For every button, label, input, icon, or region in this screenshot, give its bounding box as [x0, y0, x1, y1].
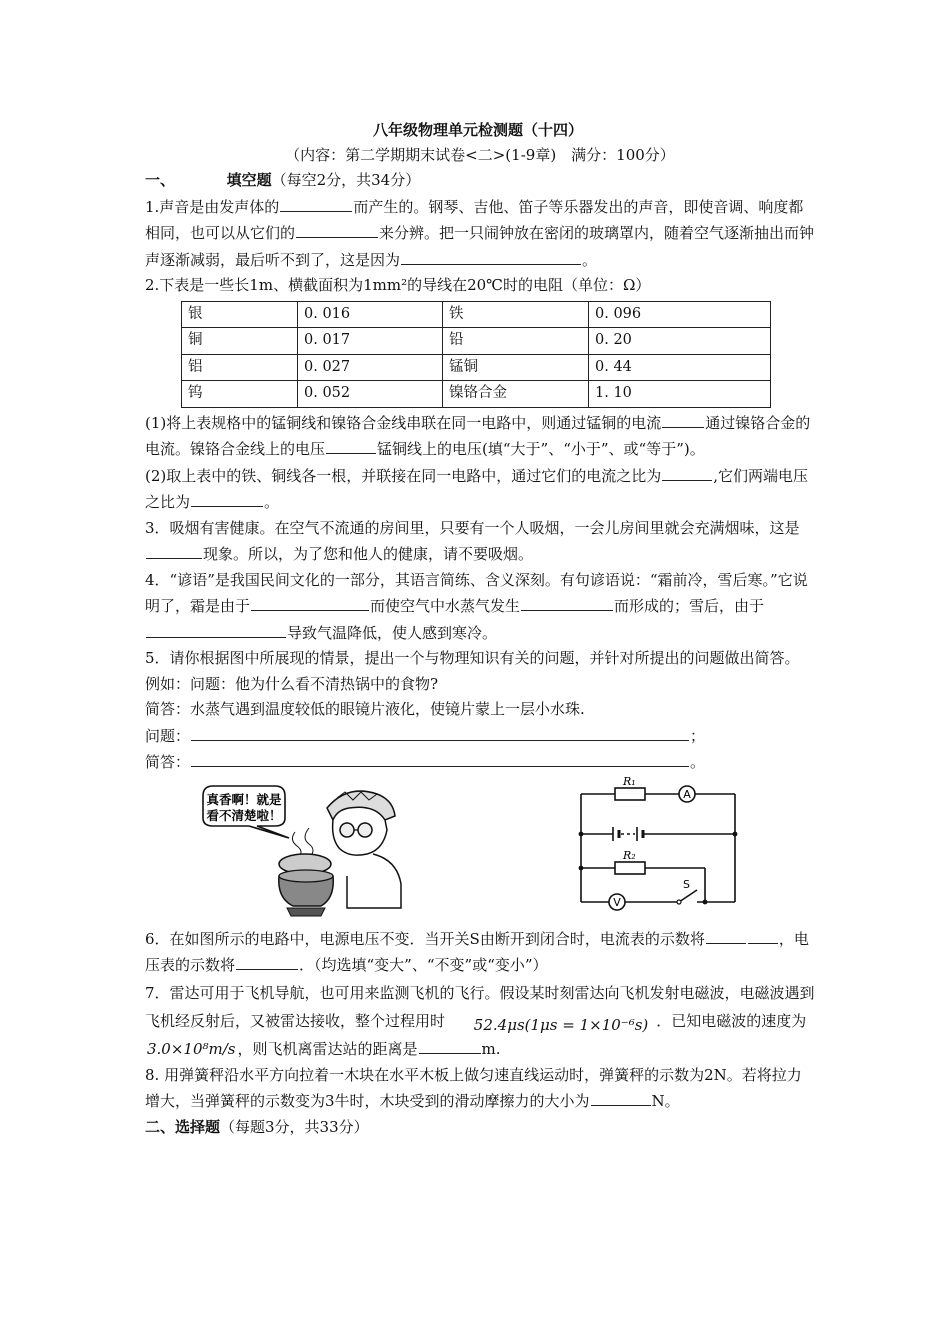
q2-p2-text-c: 。 — [264, 493, 280, 511]
exam-page — [145, 118, 815, 1140]
q6-blank-2[interactable] — [236, 952, 298, 970]
table-row — [182, 301, 771, 328]
q1-text-c: 来分辨。把一只闹钟放在密闭的玻璃罩内，随着空气逐渐抽出而钟声逐渐减弱，最后听不到了，这是因为 — [145, 224, 815, 269]
table-cell: 铁 — [443, 301, 589, 328]
body-icon — [347, 854, 401, 908]
q2-part-2 — [145, 463, 815, 516]
junction-dot — [579, 831, 584, 836]
switch-contact — [677, 900, 681, 904]
q5-question-end: ； — [690, 726, 706, 745]
section-2-heading — [145, 1115, 815, 1141]
section-1-heading — [145, 168, 815, 194]
table-row — [182, 381, 771, 408]
question-4 — [145, 568, 815, 647]
q5-answer-line — [145, 749, 815, 776]
bubble-text-line-1: 真香啊！就是 — [206, 791, 282, 807]
q6-text-c: ．（均选填“变大”、“不变”或“变小”） — [299, 956, 548, 974]
q4-blank-2[interactable] — [521, 593, 613, 611]
q2-p2-text-a: (2)取上表中的铁、铜线各一根，并联接在同一电路中，通过它们的电流之比为 — [145, 466, 662, 485]
q4-text-b: 而使空气中水蒸气发生 — [370, 597, 521, 615]
voltmeter-label: V — [613, 895, 621, 909]
table-cell: 0. 20 — [589, 328, 771, 355]
q5-question-label: 问题： — [145, 726, 191, 745]
cartoon-figure — [197, 780, 417, 920]
q2-p1-text-b: 通过镍铬合金的电流。镍铬合金线上的电压 — [145, 413, 811, 458]
q2-p1-text-c: 锰铜线上的电压(填“大于”、“小于”、或“等于”)。 — [377, 440, 705, 458]
q6-blank-1-cont[interactable] — [748, 926, 778, 944]
table-cell: 铜 — [182, 328, 298, 355]
table-cell: 锰铜 — [443, 354, 589, 381]
figures-row — [145, 776, 815, 926]
q3-text-a: 3．吸烟有害健康。在空气不流通的房间里，只要有一个人吸烟，一会儿房间里就会充满烟味，这是 — [145, 518, 800, 537]
table-cell: 0. 44 — [589, 354, 771, 381]
q5-example-question: 例如：问题：他为什么看不清热锅中的食物? — [145, 674, 439, 693]
q2-blank-3[interactable] — [662, 463, 712, 481]
q4-text-d: 导致气温降低，使人感到寒冷。 — [287, 623, 498, 642]
resistor-r1 — [615, 788, 645, 800]
question-8 — [145, 1063, 815, 1115]
q2-blank-2[interactable] — [326, 436, 376, 454]
table-row — [182, 354, 771, 381]
section-1-title: 填空题 — [226, 171, 272, 189]
q2-intro: 2.下表是一些长1m、横截面积为1mm²的导线在20℃时的电阻（单位：Ω） — [145, 276, 651, 294]
q5-answer-label: 简答： — [145, 753, 191, 771]
q7-blank[interactable] — [419, 1036, 481, 1054]
table-cell: 0. 016 — [298, 301, 443, 328]
q5-answer-end: 。 — [690, 753, 706, 771]
table-row — [182, 328, 771, 355]
q5-question-blank[interactable] — [191, 723, 689, 741]
q7-text-a: 7．雷达可用于飞机导航，也可用来监测飞机的飞行。假设某时刻雷达向飞机发射电磁波，电磁波遇到飞机经反射后，又被雷达接收，整个过程用时 — [145, 983, 815, 1030]
question-3 — [145, 516, 815, 568]
circuit-diagram — [573, 776, 743, 916]
glasses-lens — [358, 823, 372, 837]
q2-blank-4[interactable] — [191, 489, 263, 507]
question-5: 5．请你根据图中所展现的情景，提出一个与物理知识有关的问题，并针对所提出的问题做出简答。 — [145, 649, 800, 667]
junction-dot — [733, 831, 738, 836]
question-6 — [145, 926, 815, 979]
q8-text-b: N。 — [651, 1092, 680, 1110]
q5-question-line — [145, 723, 815, 750]
q1-text-b: 而产生的。钢琴、吉他、笛子等乐器发出的声音，即使音调、响度都相同，也可以从它们的 — [145, 197, 804, 242]
q6-text-b: ，电压表的示数将 — [145, 929, 809, 974]
section-2-title: 二、选择题 — [145, 1117, 221, 1136]
table-cell: 0. 017 — [298, 328, 443, 355]
q7-text-d: m. — [481, 1039, 501, 1058]
switch-s — [679, 890, 697, 902]
table-cell: 银 — [182, 301, 298, 328]
table-cell: 铝 — [182, 354, 298, 381]
r2-label: R₂ — [623, 848, 636, 862]
q6-text-a: 6．在如图所示的电路中，电源电压不变．当开关S由断开到闭合时，电流表的示数将 — [145, 929, 705, 948]
r1-label: R₁ — [623, 775, 636, 788]
q3-text-b: 现象。所以，为了您和他人的健康，请不要吸烟。 — [203, 545, 534, 563]
q5-example-answer: 简答：水蒸气遇到温度较低的眼镜片液化，使镜片蒙上一层小水珠. — [145, 700, 585, 718]
table-cell: 钨 — [182, 381, 298, 408]
q2-p1-text-a: (1)将上表规格中的锰铜线和镍铬合金线串联在同一电路中，则通过锰铜的电流 — [145, 413, 662, 432]
table-cell: 1. 10 — [589, 381, 771, 408]
q6-blank-1[interactable] — [706, 926, 746, 944]
question-7 — [145, 979, 815, 1063]
section-2-note: （每题3分，共33分） — [220, 1117, 369, 1136]
q2-p2-text-b: ,它们两端电压之比为 — [145, 466, 809, 511]
q1-blank-1[interactable] — [280, 194, 352, 212]
table-cell: 铅 — [443, 328, 589, 355]
stove-icon — [287, 908, 325, 916]
q5-answer-blank[interactable] — [191, 749, 689, 767]
resistance-table — [181, 301, 771, 408]
q1-text-a: 1.声音是由发声体的 — [145, 197, 280, 216]
q4-blank-3[interactable] — [146, 620, 286, 638]
q2-blank-1[interactable] — [662, 410, 704, 428]
q7-text-b: ．已知电磁波的速度为 — [656, 1011, 807, 1030]
q1-blank-2[interactable] — [296, 220, 378, 238]
q7-text-c: ，则飞机离雷达站的距离是 — [237, 1039, 418, 1058]
q2-part-1 — [145, 410, 815, 463]
junction-dot — [703, 899, 708, 904]
q4-blank-1[interactable] — [251, 593, 369, 611]
q3-blank[interactable] — [146, 541, 202, 559]
junction-dot — [579, 865, 584, 870]
table-cell: 0. 096 — [589, 301, 771, 328]
table-cell: 镍铬合金 — [443, 381, 589, 408]
q7-speed-formula: 3.0×10⁸m/s — [147, 1039, 236, 1058]
q7-time-formula: 52.4μs(1μs = 1×10⁻⁶s) — [473, 1015, 649, 1034]
page-subtitle: （内容：第二学期期末试卷<二>(1-9章) 满分：100分） — [285, 145, 675, 164]
q4-text-a: 4．“谚语”是我国民间文化的一部分，其语言简练、含义深刻。有句谚语说：“霜前冷，雪后寒。”它说明了，霜是由于 — [145, 570, 808, 615]
q1-text-d: 。 — [582, 250, 598, 269]
table-cell: 0. 027 — [298, 354, 443, 381]
q8-blank[interactable] — [591, 1088, 651, 1106]
resistor-r2 — [615, 862, 645, 874]
switch-label: S — [683, 877, 690, 891]
question-1 — [145, 194, 815, 274]
glasses-icon — [340, 823, 354, 837]
page-title: 八年级物理单元检测题（十四） — [372, 121, 583, 139]
ammeter-label: A — [683, 787, 691, 801]
table-cell: 0. 052 — [298, 381, 443, 408]
section-1-number: 一、 — [145, 171, 176, 189]
bubble-text-line-2: 看不清楚啦！ — [206, 807, 282, 823]
hat-icon — [327, 791, 395, 820]
pot-rim — [279, 870, 333, 882]
q1-blank-3[interactable] — [401, 247, 581, 265]
section-1-note: （每空2分，共34分） — [271, 171, 421, 189]
q8-text-a: 8. 用弹簧秤沿水平方向拉着一木块在水平木板上做匀速直线运动时，弹簧秤的示数为2N。若将拉力增大，当弹簧秤的示数变为3牛时，木块受到的滑动摩擦力的大小为 — [145, 1065, 802, 1110]
q4-text-c: 而形成的；雪后，由于 — [614, 597, 765, 615]
